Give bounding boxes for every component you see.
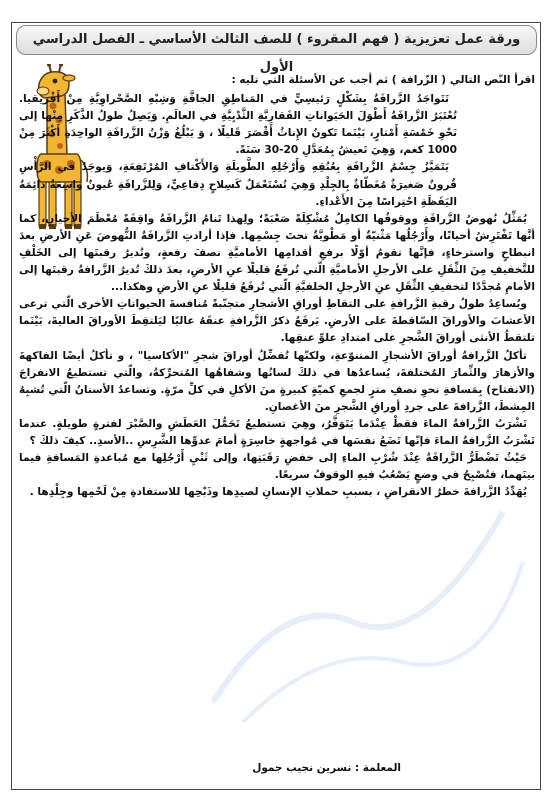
paragraph-extinction: يُهَدِّدُ الزَّرافةَ خطرُ الانقراضِ ، بسببِ حملاتِ الإنسانِ لصيدِها وذَبْحِها للاستفادةِ مِنْ لَحْمِها وجِلْدِها . [29, 486, 527, 499]
instruction-line: اقرأ النّص التالي ( الزّرافة ) ثم أجب عن الأسئلة التي تليه : [231, 74, 535, 86]
worksheet-page [3, 2, 551, 796]
worksheet-title: ورقة عمل تعزيزية ( فهم المقروء ) للصف الثالث الأساسي ـ الفصل الدراسي الأول [16, 25, 537, 55]
paragraph-standing: يُمَثِّلُ نُهوضُ الزَّرافَةِ ووقوفُها الكامِلُ مُشْكِلَةً صَعْبَةً؛ ولِهذا تَنامُ الزَّرافَةُ واقِفَةً مُعْظَمَ الأحيانِ، كما أنَّها تَفْتَرِشُ أحيانًا، وأَرْجُلُها مَثْنيّةٌ أو مَطْويَّةٌ تحتَ جِسْمِها. فإذا أرادتِ الزَّرافَةُ النُّهوضَ عَنِ الأرضِ بعدَ انبطاحٍ واسترخاءٍ، فإنَّها تقومُ أوّلًا برفعِ أقدامِها الأماميَّةِ نصفَ رفعةٍ، وتُديرُ رقبتَها إلى الخَلْفِ للتَّخفيفِ مِنَ الثِّقَلِ على الأرجلِ الأماميَّةِ الّتي تُرفَعُ قليلًا عنِ الأرضِ، بعدَ ذلكَ تُديرُ الزَّرافةُ رقبتَها إلى الأمامِ مُجدَّدًا لتخفيفِ الثِّقَلِ عنِ الأرجلِ الخلفيَّةِ الّتي تُرفَعُ قليلًا عنِ الأرضِ وهكذا... [19, 212, 535, 294]
teacher-name: المعلمة : نسرين نجيب جمول [252, 762, 401, 774]
reading-passage [19, 72, 535, 501]
paragraph-body: يَتَمَيَّزُ جِسْمُ الزَّرافَةِ بِعُنُقِهِ وَأَرْجُلِهِ الطَّويلَةِ وَالأَكْتافِ المُرْتَفِعَةِ، وَيوجَدُ في الرَّأْسِ قُرونٌ صَغيرَةٌ مُغَطّاةٌ بِالجِلْدِ وَهِيَ تُسْتَعْمَلُ كَسِلاحٍ دِفاعِيٍّ، وَلِلزَّرافَةِ عُيونٌ واسِعَةٌ دائِمَةُ اليَقَظَةِ احْتِراسًا مِنَ الأَعْداءِ. [19, 161, 457, 208]
paragraph-food: تأكلُ الزَّرافةُ أوراقَ الأشجارِ المتنوّعةِ، ولكنّها تُفضِّلُ أوراقَ شجرِ "الأكاسيا" ، و تأكلُ أيضًا الفاكهةَ والأزهارَ والثِّمارَ المُختلفةَ، يُساعدُها في ذلكَ لسانُها وشفاهُها المُتحرِّكةُ، والّتي تستطيعُ الانفراجَ (الانفتاح) بِمَسافةِ نحوِ نصفِ مترٍ لجمعِ كميّةٍ كبيرةٍ منَ الأكلِ في كلِّ مرّةٍ. وتساعدُ الأسنانُ الّتي تُشبِهُ المِشطَ، الزَّرافةَ على جردِ أوراقِ الشَّجرِ منَ الأغصانِ. [19, 349, 535, 413]
paragraph-explanation: حَيْثُ تَضْطَرُّ الزَّرافَةُ عِنْدَ شُرْبِ الماءِ إلى خفضِ رَقَبَتِها، وإلى ثَنْيِ أَرْجُلِها مع مُباعدةِ المَسافةِ فيما بينَهما، فتُصْبِحُ في وضعٍ يَصْعُبُ فيهِ الوقوفُ سريعًا. [19, 452, 535, 482]
paragraph-drinking: تَشْرَبُ الزَّرافةُ الماءَ فقطْ عِنْدَما يَتَوَفَّرُ، وهِيَ تستطيعُ تَحَمُّلَ العَطَشِ والصَّبْرَ لفترةٍ طويلةٍ. عندما تَشْرَبُ الزَّرافةُ الماءَ فإنّها تَضَعُ نفسَها في مُواجهةٍ خاسِرَةٍ أمامَ عدوِّها الشَّرِسِ ..الأسدِ.. كيفَ ذلكَ ؟ [19, 417, 535, 447]
paragraph-habitat: تَتَواجَدُ الزَّرافَةُ بِشَكْلٍ رَئيسِيٍّ في المَناطِقِ الجافَّةِ وَشِبْهِ الصَّحْراوِيَّةِ مِنْ أَفْريقيا. تُعْتَبَرُ الزَّرافَةُ أَطْوَلَ الحَيَواناتِ الفَقارِيَّةِ الثَّدْيِيَّةِ في العالَمِ. وَيَصِلُ طولُ الذَّكَرِ مِنْها إلى نَحْوِ خَمْسَةِ أَمْتارٍ، بَيْنَما تَكونُ الإِناثُ أَقْصَرَ قَليلًا ، وَ يَبْلُغُ وَزْنُ الزَّرافَةِ الواحِدَةِ أَكْثَرَ مِنْ 1000 كغم، وَهِيَ تَعيشُ بِمُعَدَّلِ 20-30 سَنَةً. [19, 93, 457, 157]
paragraph-neck: ويُساعِدُ طولُ رقبةِ الزَّرافةِ على التقاطِ أوراقِ الأشجارِ متجنّبةً مُنافسةَ الحيواناتِ الأخرى الّتي ترعى الأعشابَ والأوراقَ السّاقطةَ على الأرضِ. يَرفَعُ ذكرُ الزَّرافةِ عنقَهُ عاليًا ليَلتقِطَ الأوراقَ العاليةَ، بَيْنَما تلتقطُ الأنثى أوراقَ الشَّجرِ على امتدادِ علوِّ عنقِها. [19, 298, 535, 345]
